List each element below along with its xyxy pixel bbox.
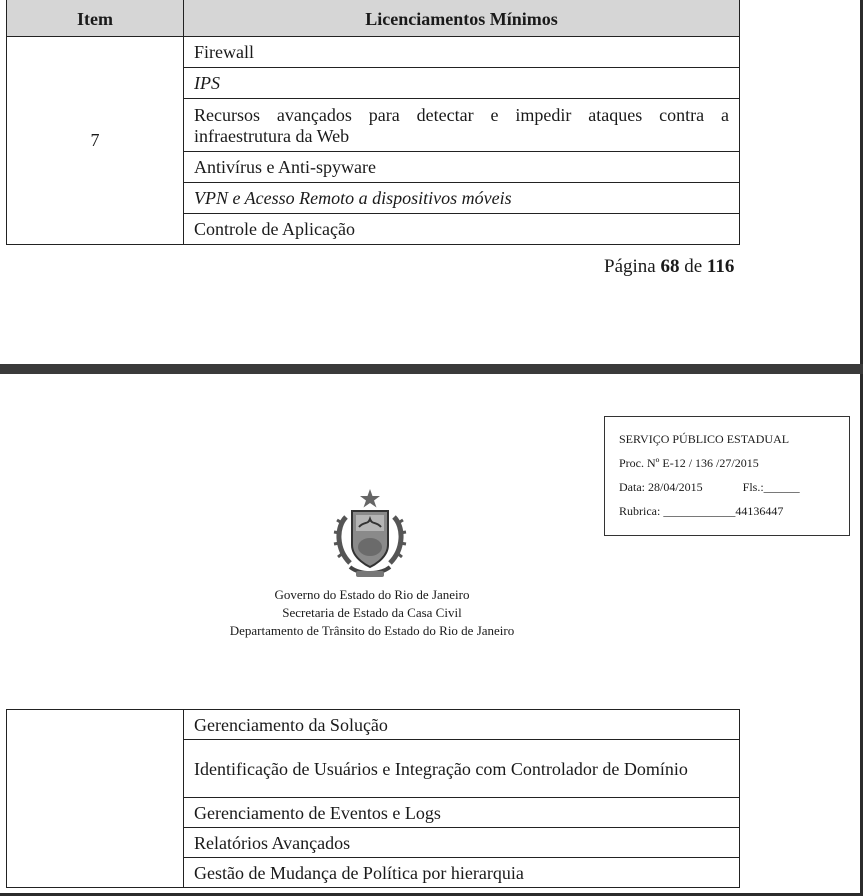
stamp-fls: Fls.:______: [742, 480, 800, 494]
stamp-rubrica: Rubrica: ____________44136447: [619, 504, 784, 518]
page-separator: [0, 364, 863, 374]
stamp-title: SERVIÇO PÚBLICO ESTADUAL: [619, 432, 790, 446]
table-cell: Gerenciamento da Solução: [184, 710, 740, 740]
stamp-date: Data: 28/04/2015: [619, 480, 703, 494]
licenses-table-top: [6, 0, 740, 245]
table-cell: IPS: [184, 68, 740, 99]
page-current: 68: [660, 256, 680, 277]
page-number: [604, 256, 734, 278]
table-cell: Relatórios Avançados: [184, 828, 740, 858]
page-prefix: Página: [604, 256, 656, 277]
header-item: Item: [7, 0, 184, 37]
gov-line-2: Secretaria de Estado da Casa Civil: [282, 605, 462, 620]
item-cell-empty: [7, 710, 184, 888]
table-cell: Firewall: [184, 37, 740, 68]
table-header-row: [7, 0, 740, 37]
table-cell: VPN e Acesso Remoto a dispositivos móveis: [184, 183, 740, 214]
table-row: [7, 710, 740, 740]
table-cell: Recursos avançados para detectar e impedir ataques contra a infraestrutura da Web: [184, 99, 740, 152]
stamp-proc: Proc. Nº E-12 / 136 /27/2015: [619, 456, 759, 470]
table-cell: Gestão de Mudança de Política por hierarquia: [184, 858, 740, 888]
gov-line-3: Departamento de Trânsito do Estado do Rio de Janeiro: [229, 623, 515, 638]
gov-line-1: Governo do Estado do Rio de Janeiro: [274, 587, 470, 602]
stamp-date-row: [619, 475, 849, 499]
table-cell: Antivírus e Anti-spyware: [184, 152, 740, 183]
protocol-stamp: [604, 416, 850, 536]
header-licenses: Licenciamentos Mínimos: [184, 0, 740, 37]
item-number-cell: 7: [7, 37, 184, 245]
page-total: 116: [706, 256, 735, 277]
state-coat-of-arms-icon: [326, 487, 414, 583]
government-header: [180, 586, 564, 640]
table-cell: Gerenciamento de Eventos e Logs: [184, 798, 740, 828]
page-of: de: [684, 256, 703, 277]
table-row: [7, 37, 740, 68]
licenses-table-bottom: [6, 709, 740, 888]
table-cell: Identificação de Usuários e Integração com Controlador de Domínio: [184, 740, 740, 798]
table-cell: Controle de Aplicação: [184, 214, 740, 245]
